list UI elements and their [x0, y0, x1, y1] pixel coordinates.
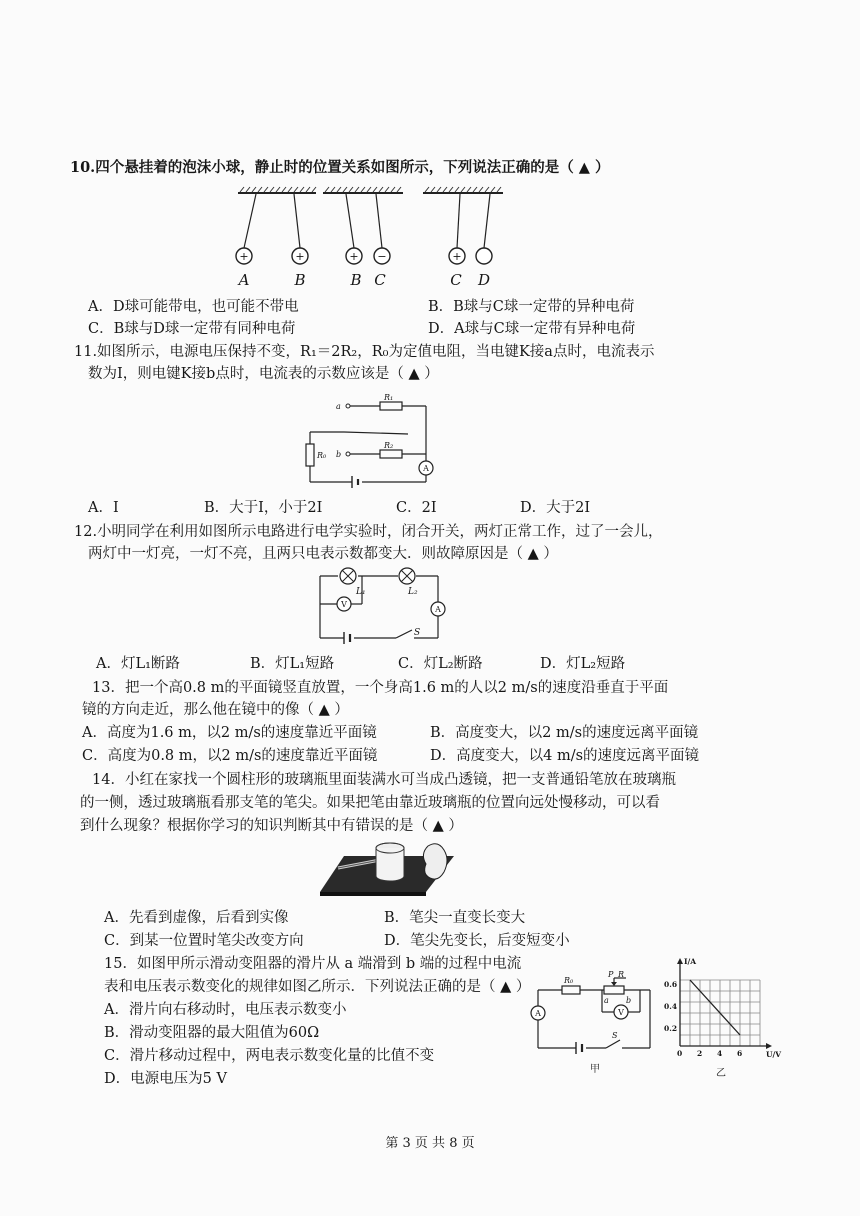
- p-label: P: [608, 970, 614, 979]
- charge-c2: +: [452, 250, 462, 263]
- xtick-0: 0: [677, 1049, 683, 1058]
- caption-yi: 乙: [716, 1068, 726, 1079]
- q11-option-b: B．大于I，小于2I: [204, 500, 323, 516]
- voltmeter-label: V: [618, 1008, 624, 1017]
- q11-stem-line2: 数为I，则电键K接b点时，电流表的示数应该是（ ▲ ）: [88, 366, 439, 382]
- q13-option-c: C．高度为0.8 m，以2 m/s的速度靠近平面镜: [82, 748, 378, 764]
- q12-option-c: C．灯L₂断路: [398, 656, 483, 672]
- xtick-3: 6: [737, 1049, 743, 1058]
- q14-option-d: D．笔尖先变长，后变短变小: [384, 933, 570, 949]
- label-d: D: [477, 271, 491, 289]
- terminal-b: b: [336, 450, 342, 459]
- q10-stem: 10.四个悬挂着的泡沫小球，静止时的位置关系如图所示，下列说法正确的是（ ▲ ）: [70, 159, 610, 176]
- ammeter-label: A: [423, 464, 429, 473]
- r2-label: R₂: [384, 441, 394, 450]
- ammeter-label: A: [535, 1009, 541, 1018]
- end-b-label: b: [626, 996, 632, 1005]
- q10-option-a: A．D球可能带电，也可能不带电: [88, 299, 299, 315]
- q14-option-a: A．先看到虚像，后看到实像: [104, 910, 289, 926]
- ball-d: [476, 248, 492, 264]
- ytick-1: 0.4: [664, 1002, 678, 1011]
- q15-stem-line1: 15．如图甲所示滑动变阻器的滑片从 a 端滑到 b 端的过程中电流: [104, 956, 522, 972]
- q10-figure: [228, 184, 528, 289]
- end-a-label: a: [604, 996, 609, 1005]
- x-axis-label: U/V: [766, 1050, 782, 1059]
- q13-stem-line2: 镜的方向走近，那么他在镜中的像（ ▲ ）: [82, 702, 349, 718]
- q11-circuit: [300, 392, 460, 488]
- q15-option-b: B．滑动变阻器的最大阻值为60Ω: [104, 1025, 320, 1041]
- terminal-a: a: [336, 402, 341, 411]
- q15-option-c: C．滑片移动过程中，两电表示数变化量的比值不变: [104, 1048, 435, 1064]
- xtick-2: 4: [717, 1049, 723, 1058]
- q13-option-a: A．高度为1.6 m，以2 m/s的速度靠近平面镜: [82, 725, 377, 741]
- q11-stem-line1: 11.如图所示，电源电压保持不变，R₁＝2R₂，R₀为定值电阻，当电键K接a点时，电流表示: [74, 344, 655, 360]
- q14-stem-line3: 到什么现象？根据你学习的知识判断其中有错误的是（ ▲ ）: [80, 818, 463, 834]
- q10-option-c: C．B球与D球一定带有同种电荷: [88, 321, 296, 337]
- q10-option-d: D．A球与C球一定带有异种电荷: [428, 321, 636, 337]
- l2-label: L₂: [408, 587, 418, 597]
- charge-b1: +: [295, 250, 305, 263]
- label-b2: B: [350, 271, 362, 289]
- q15-circuit-jia: [532, 972, 656, 1078]
- q15-option-a: A．滑片向右移动时，电压表示数变小: [104, 1002, 347, 1018]
- q11-option-c: C．2I: [396, 500, 437, 516]
- charge-b2: +: [349, 250, 359, 263]
- q11-option-a: A．I: [88, 500, 119, 516]
- q11-option-d: D．大于2I: [520, 500, 591, 516]
- q12-stem-line1: 12.小明同学在利用如图所示电路进行电学实验时，闭合开关，两灯正常工作，过了一会儿，: [74, 524, 663, 540]
- l1-label: L₁: [356, 587, 366, 597]
- switch-label: S: [414, 628, 421, 638]
- r-label: R: [618, 970, 625, 979]
- q14-option-c: C．到某一位置时笔尖改变方向: [104, 933, 304, 949]
- q12-option-d: D．灯L₂短路: [540, 656, 626, 672]
- switch-label: S: [612, 1031, 618, 1040]
- q13-option-d: D．高度变大，以4 m/s的速度远离平面镜: [430, 748, 700, 764]
- q12-circuit: [316, 566, 452, 646]
- ammeter-label: A: [435, 605, 441, 614]
- q13-option-b: B．高度变大，以2 m/s的速度远离平面镜: [430, 725, 699, 741]
- q15-option-d: D．电源电压为5 V: [104, 1071, 227, 1087]
- q12-stem-line2: 两灯中一灯亮，一灯不亮，且两只电表示数都变大．则故障原因是（ ▲ ）: [88, 546, 558, 562]
- voltmeter-label: V: [341, 600, 347, 609]
- charge-a: +: [239, 250, 249, 263]
- q15-graph-yi: [656, 956, 786, 1086]
- r1-label: R₁: [384, 393, 394, 402]
- q14-stem-line2: 的一侧，透过玻璃瓶看那支笔的笔尖。如果把笔由靠近玻璃瓶的位置向远处慢移动，可以看: [80, 795, 660, 811]
- label-a: A: [238, 271, 250, 289]
- charge-c1: −: [377, 250, 387, 263]
- r0-label: R₀: [317, 451, 327, 460]
- q14-option-b: B．笔尖一直变长变大: [384, 910, 526, 926]
- r0-label: R₀: [564, 976, 574, 985]
- q13-stem-line1: 13．把一个高0.8 m的平面镜竖直放置，一个身高1.6 m的人以2 m/s的速度沿垂直于平面: [92, 680, 669, 696]
- label-c1: C: [374, 271, 386, 289]
- ytick-2: 0.2: [664, 1024, 678, 1033]
- q14-stem-line1: 14．小红在家找一个圆柱形的玻璃瓶里面装满水可当成凸透镜，把一支普通铅笔放在玻璃瓶: [92, 772, 676, 788]
- q12-option-a: A．灯L₁断路: [96, 656, 180, 672]
- q15-stem-line2: 表和电压表示数变化的规律如图乙所示．下列说法正确的是（ ▲ ）: [104, 979, 531, 995]
- label-b1: B: [294, 271, 306, 289]
- q10-option-b: B．B球与C球一定带的异种电荷: [428, 299, 635, 315]
- q14-figure: [316, 832, 466, 898]
- xtick-1: 2: [697, 1049, 703, 1058]
- caption-jia: 甲: [590, 1064, 600, 1075]
- page-footer: 第 3 页 共 8 页: [385, 1136, 475, 1151]
- label-c2: C: [450, 271, 462, 289]
- y-axis-label: I/A: [684, 957, 697, 966]
- q12-option-b: B．灯L₁短路: [250, 656, 335, 672]
- ytick-0: 0.6: [664, 980, 678, 989]
